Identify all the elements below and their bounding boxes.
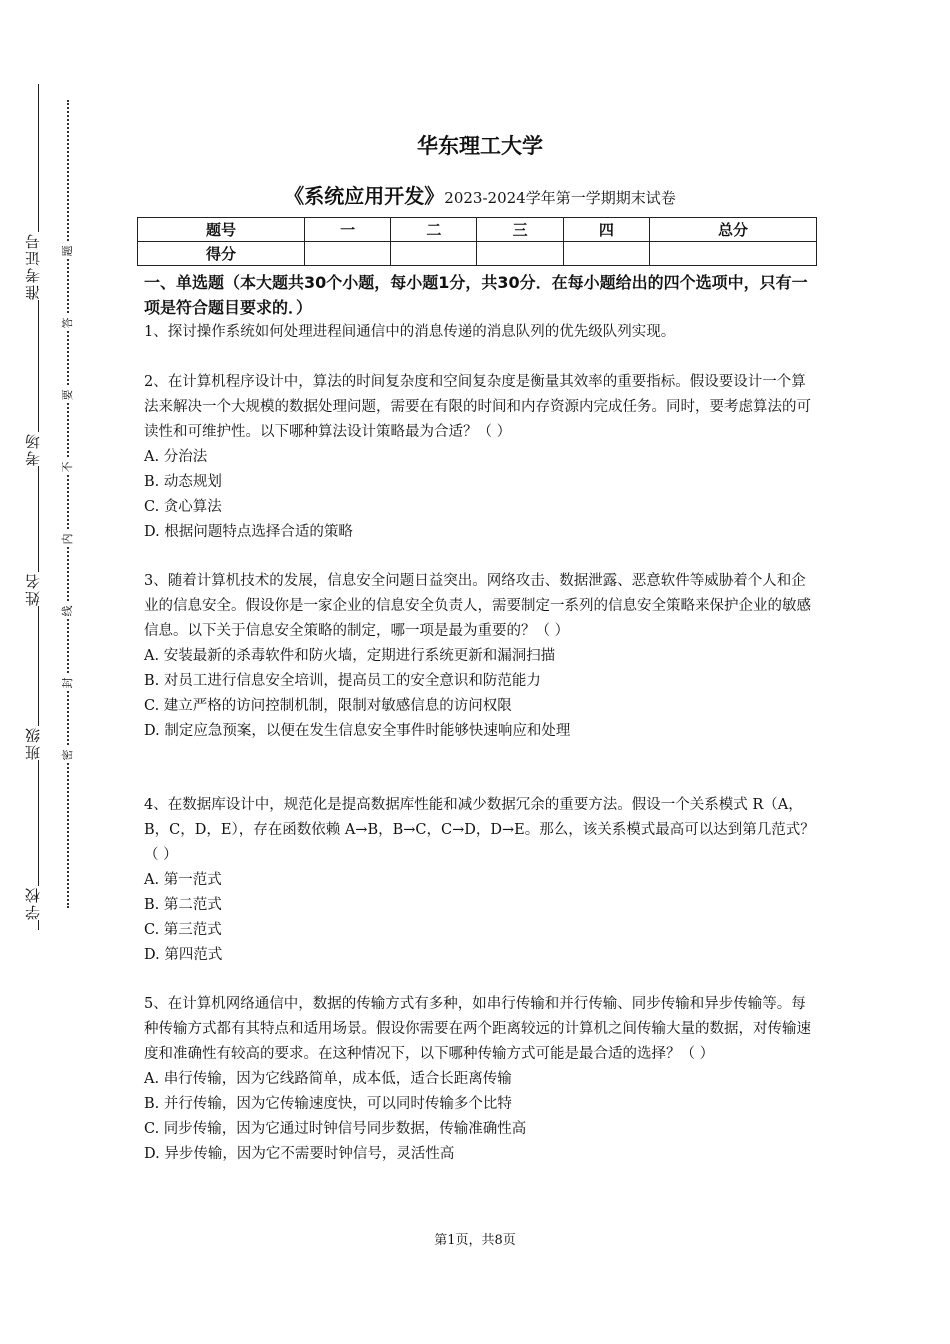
option-a: A. 第一范式 [144,872,222,888]
page-footer: 第1页，共8页 [434,1233,516,1248]
option-a: A. 分治法 [144,449,208,465]
question-stem: 5、在计算机网络通信中，数据的传输方式有多种，如串行传输和并行传输、同步传输和异步传输等。每种传输方式都有其特点和适用场景。假设你需要在两个距离较远的计算机之间传输大量的数据，对传输速度和准确性有较高的要求。在这种情况下，以下哪种传输方式可能是最合适的选择？（ ） [144,996,811,1062]
option-b: B. 动态规划 [144,474,222,490]
question-5 [144,992,816,1167]
option-b: B. 对员工进行信息安全培训，提高员工的安全意识和防范能力 [144,673,541,689]
binding-line-solid [38,84,39,930]
question-2 [144,370,816,545]
option-c: C. 贪心算法 [144,499,222,515]
option-b: B. 第二范式 [144,897,222,913]
question-stem: 4、在数据库设计中，规范化是提高数据库性能和减少数据冗余的重要方法。假设一个关系模式 R（A，B，C，D，E），存在函数依赖 A→B，B→C，C→D，D→E。那么，该关系模式最高可以达到第几范式？（ ） [144,797,815,863]
course-name: 《系统应用开发》 [284,184,445,208]
question-3 [144,569,816,744]
university-title: 华东理工大学 [417,134,543,158]
exam-term: 2023-2024学年第一学期期末试卷 [444,189,676,207]
option-a: A. 安装最新的杀毒软件和防火墙，定期进行系统更新和漏洞扫描 [144,648,556,664]
seal-char: 不 [61,459,75,475]
score-blank [563,242,649,266]
score-cell: 三 [477,218,563,242]
score-cell: 二 [391,218,477,242]
score-blank [477,242,563,266]
question-stem: 3、随着计算机技术的发展，信息安全问题日益突出。网络攻击、数据泄露、恶意软件等威胁着个人和企业的信息安全。假设你是一家企业的信息安全负责人，需要制定一系列的信息安全策略来保护企业的敏感信息。以下关于信息安全策略的制定，哪一项是最为重要的？（ ） [144,573,811,639]
score-table-score-row [138,242,817,266]
option-c: C. 同步传输，因为它通过时钟信号同步数据，传输准确性高 [144,1121,527,1137]
question-4 [144,793,816,968]
option-d: D. 异步传输，因为它不需要时钟信号，灵活性高 [144,1146,455,1162]
score-blank [649,242,816,266]
option-d: D. 第四范式 [144,947,223,963]
seal-char: 题 [61,243,75,259]
score-cell: 四 [563,218,649,242]
binding-label-exam-room: 考场 [22,432,56,466]
question-stem: 1、探讨操作系统如何处理进程间通信中的消息传递的消息队列的优先级队列实现。 [144,324,676,340]
seal-char: 密 [61,747,75,763]
binding-label-name: 姓名 [22,572,56,606]
binding-line-dotted [67,100,69,908]
option-a: A. 串行传输，因为它线路简单，成本低，适合长距离传输 [144,1071,512,1087]
seal-char: 线 [61,603,75,619]
binding-label-school: 学校 [22,886,56,920]
score-table-header-row [138,218,817,242]
question-1 [144,320,816,345]
score-cell: 总分 [649,218,816,242]
score-cell: 题号 [138,218,305,242]
seal-char: 封 [61,675,75,691]
seal-char: 内 [61,531,75,547]
seal-char: 答 [61,315,75,331]
score-table [137,217,817,266]
question-stem: 2、在计算机程序设计中，算法的时间复杂度和空间复杂度是衡量其效率的重要指标。假设要设计一个算法来解决一个大规模的数据处理问题，需要在有限的时间和内存资源内完成任务。同时，要考虑算法的可读性和可维护性。以下哪种算法设计策略最为合适？（ ） [144,374,811,440]
option-c: C. 建立严格的访问控制机制，限制对敏感信息的访问权限 [144,698,512,714]
option-d: D. 根据问题特点选择合适的策略 [144,524,353,540]
option-b: B. 并行传输，因为它传输速度快，可以同时传输多个比特 [144,1096,512,1112]
option-c: C. 第三范式 [144,922,222,938]
score-blank [391,242,477,266]
binding-label-exam-id: 准考证号 [22,232,56,300]
exam-title [144,180,816,209]
score-cell: 一 [305,218,391,242]
section-heading: 一、单选题（本大题共30个小题，每小题1分，共30分．在每小题给出的四个选项中，只有一项是符合题目要求的．） [144,273,808,317]
seal-char: 要 [61,387,75,403]
option-d: D. 制定应急预案，以便在发生信息安全事件时能够快速响应和处理 [144,723,571,739]
score-blank [305,242,391,266]
score-cell: 得分 [138,242,305,266]
binding-label-class: 班级 [22,726,56,760]
